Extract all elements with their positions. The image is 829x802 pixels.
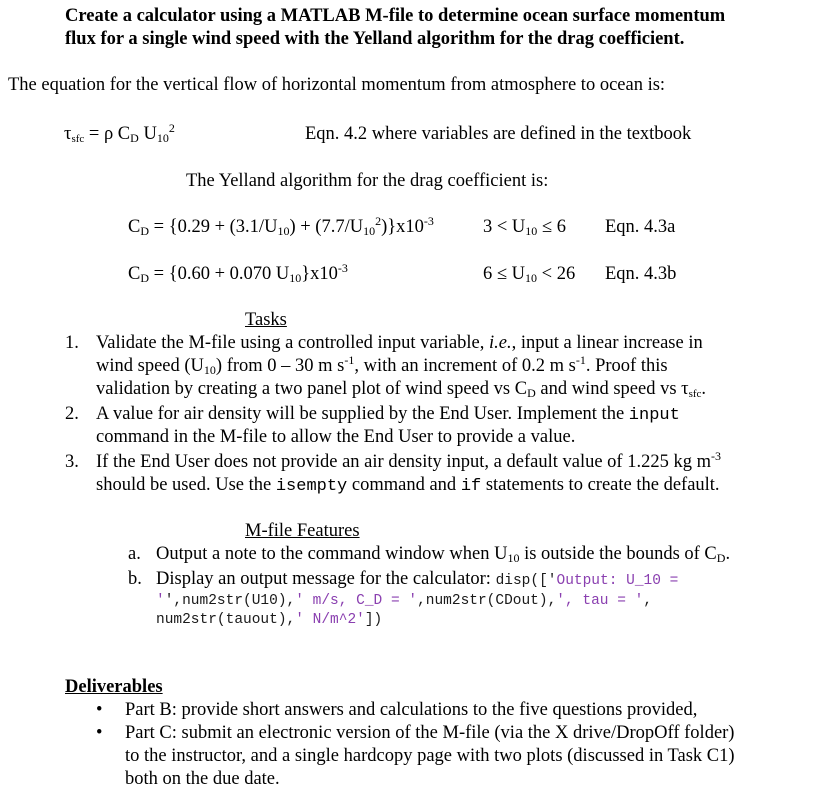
intro-text: The equation for the vertical flow of horizontal momentum from atmosphere to ocean is: <box>8 75 666 95</box>
task-3-l1a: If the End User does not provide an air density input, a default value of 1.225 kg m <box>96 452 711 472</box>
deliverable-2-line-2: to the instructor, and a single hardcopy page with two plots (discussed in Task C1) <box>125 746 735 766</box>
task-3-line-1 <box>96 450 721 474</box>
equation-4-3a-range <box>483 215 566 239</box>
feature-a-sub1: 10 <box>507 551 520 565</box>
task-1-l2-sub: 10 <box>203 363 216 377</box>
eq43a-s1: 10 <box>277 224 290 238</box>
eq43a-p3: )}x10 <box>381 217 424 237</box>
feature-b-code2: ',num2str(U10), <box>164 593 296 609</box>
task-1-l3-sub: D <box>527 386 536 400</box>
feature-a-sub2: D <box>716 551 726 565</box>
eq43b-exp: -3 <box>337 261 348 275</box>
eq42-tau: τ <box>64 124 72 144</box>
eq43b-s1: 10 <box>289 271 302 285</box>
equation-4-3b-range <box>483 262 575 286</box>
task-1-l3c: . <box>701 379 707 399</box>
task-1-l3b: and wind speed vs τ <box>535 379 689 399</box>
feature-b-code5s: ' N/m^2' <box>295 612 365 628</box>
equation-4-3a-label: Eqn. 4.3a <box>605 217 676 237</box>
deliverable-2-line-3: both on the due date. <box>125 769 280 789</box>
task-1-line-3 <box>96 377 706 401</box>
feature-b-code1s: Output: U_10 = <box>556 573 679 589</box>
equation-4-2-label: Eqn. 4.2 where variables are defined in the textbook <box>305 124 692 144</box>
feature-b-line-3 <box>156 609 382 629</box>
task-3-l2b: command and <box>347 475 461 495</box>
task-2-code-input: input <box>628 406 680 425</box>
eq43b-range-b: < 26 <box>537 264 576 284</box>
deliverable-2-bullet: • <box>96 723 103 743</box>
feature-a-text <box>156 542 730 566</box>
task-3-line-2 <box>96 473 720 499</box>
task-3-l2a: should be used. Use the <box>96 475 276 495</box>
feature-b-code6: ]) <box>364 612 383 628</box>
task-1-number: 1. <box>65 333 79 353</box>
feature-b-code2s: ' m/s, C_D = ' <box>295 593 418 609</box>
eq43a-sup2: 2 <box>375 214 382 228</box>
eq42-u-sub: 10 <box>156 131 169 145</box>
feature-b-text: Display an output message for the calculator: <box>156 569 496 589</box>
task-1-l2a: wind speed (U <box>96 356 204 376</box>
features-heading: M-file Features <box>245 521 360 541</box>
task-1-l2d: . Proof this <box>585 356 668 376</box>
equation-4-2 <box>64 122 175 146</box>
eq43b-c-sub: D <box>140 271 150 285</box>
eq42-u-sup: 2 <box>168 121 175 135</box>
eq43b-c: C <box>128 264 141 284</box>
feature-a-text-c: . <box>725 544 731 564</box>
eq43b-p1: = {0.60 + 0.070 U <box>149 264 290 284</box>
eq43a-range-b: ≤ 6 <box>537 217 566 237</box>
equation-4-3b-label: Eqn. 4.3b <box>605 264 677 284</box>
task-1-l1: Validate the M-file using a controlled input variable, <box>96 333 490 353</box>
task-3-code-isempty: isempty <box>275 477 348 496</box>
deliverable-1-line-1: Part B: provide short answers and calculations to the five questions provided, <box>125 700 698 720</box>
eq42-u: U <box>138 124 157 144</box>
feature-b-line-2 <box>156 590 652 610</box>
title-line-1: Create a calculator using a MATLAB M-file to determine ocean surface momentum <box>65 6 726 26</box>
task-1-l3-sub2: sfc <box>688 388 702 400</box>
eq43b-range-a: 6 ≤ U <box>483 264 526 284</box>
deliverables-heading: Deliverables <box>65 677 163 697</box>
task-3-l2c: statements to create the default. <box>481 475 720 495</box>
equation-4-3a <box>128 215 434 239</box>
task-1-ie: i.e. <box>489 333 512 353</box>
eq42-tau-sub: sfc <box>71 133 85 145</box>
yelland-intro: The Yelland algorithm for the drag coefficient is: <box>186 171 549 191</box>
feature-b-letter: b. <box>128 569 142 589</box>
task-1-l2-sup: -1 <box>344 353 355 367</box>
task-3-l1-sup: -3 <box>710 449 721 463</box>
deliverable-2-line-1: Part C: submit an electronic version of the M-file (via the X drive/DropOff folder) <box>125 723 735 743</box>
task-3-code-if: if <box>460 477 482 496</box>
eq43a-range-a: 3 < U <box>483 217 526 237</box>
feature-b-code1: disp([' <box>495 573 557 589</box>
eq42-rhs: = ρ C <box>84 124 131 144</box>
eq43a-p2: ) + (7.7/U <box>289 217 364 237</box>
feature-b-code5: num2str(tauout), <box>156 612 296 628</box>
eq43a-exp: -3 <box>423 214 434 228</box>
task-3-number: 3. <box>65 452 79 472</box>
feature-b-quote: ' <box>156 593 165 609</box>
eq43a-c: C <box>128 217 141 237</box>
feature-a-text-b: is outside the bounds of C <box>519 544 717 564</box>
task-1-l2c: , with an increment of 0.2 m s <box>354 356 576 376</box>
equation-4-3b <box>128 262 348 286</box>
feature-a-letter: a. <box>128 544 141 564</box>
task-1-l2-sup2: -1 <box>575 353 586 367</box>
feature-a-text-a: Output a note to the command window when U <box>156 544 508 564</box>
task-2-number: 2. <box>65 404 79 424</box>
task-1-l3a: validation by creating a two panel plot of wind speed vs C <box>96 379 528 399</box>
deliverable-1-bullet: • <box>96 700 103 720</box>
task-2-l1a: A value for air density will be supplied by the End User. Implement the <box>96 404 629 424</box>
eq43b-p2: }x10 <box>301 264 338 284</box>
feature-b-code3: ,num2str(CDout), <box>417 593 557 609</box>
feature-b-code3s: ', tau = ' <box>556 593 644 609</box>
task-1-line-1 <box>96 331 703 355</box>
task-2-line-2: command in the M-file to allow the End User to provide a value. <box>96 427 576 447</box>
eq43a-range-sub: 10 <box>525 224 538 238</box>
title-line-2: flux for a single wind speed with the Yelland algorithm for the drag coefficient. <box>65 29 685 49</box>
eq43a-c-sub: D <box>140 224 150 238</box>
eq43b-range-sub: 10 <box>525 271 538 285</box>
eq43a-p1: = {0.29 + (3.1/U <box>149 217 278 237</box>
eq42-cd-sub: D <box>130 131 139 145</box>
eq43a-s2: 10 <box>363 224 376 238</box>
task-1-l1b: , input a linear increase in <box>511 333 703 353</box>
feature-b-code4: , <box>643 593 653 609</box>
task-1-line-2 <box>96 354 668 378</box>
tasks-heading: Tasks <box>245 310 287 330</box>
task-1-l2b: ) from 0 – 30 m s <box>215 356 345 376</box>
